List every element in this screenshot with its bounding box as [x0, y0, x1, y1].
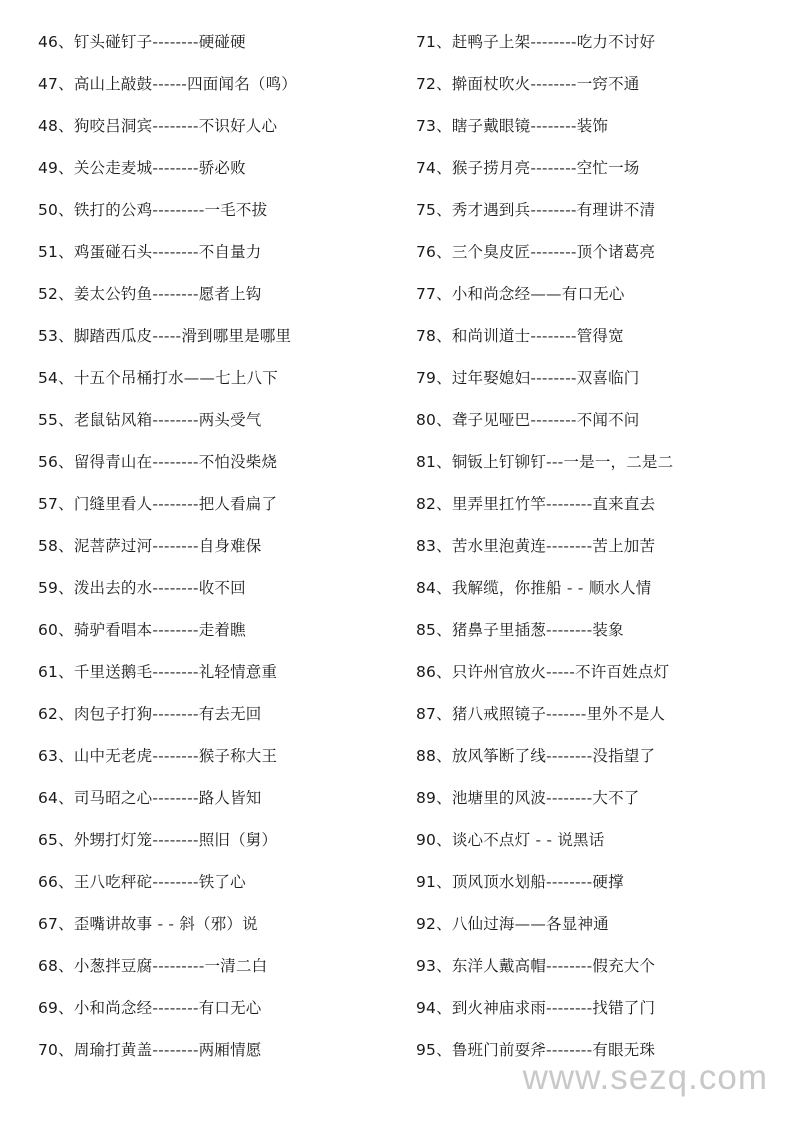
entry-riddle: 泥菩萨过河 [73, 537, 153, 555]
entry-riddle: 东洋人戴高帽 [451, 957, 547, 975]
entry-answer: 有眼无珠 [592, 1041, 656, 1059]
entry-number: 91、 [416, 873, 452, 891]
entry-riddle: 姜太公钓鱼 [73, 285, 153, 303]
entry-number: 66、 [38, 873, 74, 891]
watermark: www.sezq.com [522, 1058, 768, 1097]
entry-row [416, 864, 786, 906]
entry-number: 86、 [416, 663, 452, 681]
entry-row [38, 738, 398, 780]
entry-separator: -------- [152, 453, 199, 471]
entry-row [416, 24, 786, 66]
entry-riddle: 老鼠钻风箱 [73, 411, 153, 429]
entry-number: 57、 [38, 495, 74, 513]
entry-number: 55、 [38, 411, 74, 429]
entry-answer: 一是一，二是二 [563, 453, 674, 471]
entry-separator: -------- [152, 243, 199, 261]
entry-row [416, 234, 786, 276]
entry-separator: -------- [152, 663, 199, 681]
entry-riddle: 聋子见哑巴 [451, 411, 531, 429]
entry-number: 59、 [38, 579, 74, 597]
entry-number: 84、 [416, 579, 452, 597]
entry-answer: 愿者上钩 [198, 285, 262, 303]
entry-row [416, 906, 786, 948]
entry-number: 92、 [416, 915, 452, 933]
entry-answer: 空忙一场 [576, 159, 640, 177]
entry-number: 53、 [38, 327, 74, 345]
entry-number: 79、 [416, 369, 452, 387]
entry-separator: -------- [530, 117, 577, 135]
entry-separator: -------- [152, 831, 199, 849]
entry-riddle: 猴子捞月亮 [451, 159, 531, 177]
entry-answer: 照旧（舅） [198, 831, 278, 849]
entry-row [38, 276, 398, 318]
entry-number: 85、 [416, 621, 452, 639]
entry-number: 60、 [38, 621, 74, 639]
entry-answer: 四面闻名（鸣） [187, 75, 298, 93]
entry-separator: -------- [152, 999, 199, 1017]
entry-row [416, 66, 786, 108]
entry-separator: -------- [152, 1041, 199, 1059]
entry-number: 61、 [38, 663, 74, 681]
entry-separator: -------- [152, 705, 199, 723]
entry-riddle: 门缝里看人 [73, 495, 153, 513]
entry-number: 67、 [38, 915, 74, 933]
entry-row [38, 570, 398, 612]
entry-number: 81、 [416, 453, 452, 471]
entry-row [38, 654, 398, 696]
entry-answer: 假充大个 [592, 957, 656, 975]
entry-riddle: 八仙过海 [451, 915, 515, 933]
entry-riddle: 狗咬吕洞宾 [73, 117, 153, 135]
entry-number: 47、 [38, 75, 74, 93]
entry-row [416, 150, 786, 192]
entry-row [38, 906, 398, 948]
entry-separator: -------- [546, 789, 593, 807]
entry-row [38, 696, 398, 738]
entry-number: 71、 [416, 33, 452, 51]
entry-row [38, 612, 398, 654]
entry-answer: 顶个诸葛亮 [576, 243, 656, 261]
entry-row [38, 192, 398, 234]
entry-separator: -------- [152, 33, 199, 51]
entry-row [416, 738, 786, 780]
entry-row [416, 108, 786, 150]
entry-separator: -------- [546, 495, 593, 513]
entry-row [416, 360, 786, 402]
entry-answer: 说黑话 [557, 831, 605, 849]
entry-riddle: 鸡蛋碰石头 [73, 243, 153, 261]
entry-riddle: 小和尚念经 [451, 285, 531, 303]
entry-answer: 骄必败 [198, 159, 246, 177]
entry-row [416, 696, 786, 738]
entry-riddle: 钉头碰钉子 [73, 33, 153, 51]
entry-separator: -------- [546, 537, 593, 555]
entry-answer: 不识好人心 [198, 117, 278, 135]
entry-number: 88、 [416, 747, 452, 765]
entry-row [416, 444, 786, 486]
entry-row [416, 990, 786, 1032]
entry-answer: 铁了心 [198, 873, 246, 891]
entry-row [38, 66, 398, 108]
entry-number: 51、 [38, 243, 74, 261]
entry-separator: -------- [530, 159, 577, 177]
entry-answer: 硬撑 [592, 873, 624, 891]
entry-riddle: 放风筝断了线 [451, 747, 547, 765]
entry-number: 83、 [416, 537, 452, 555]
entry-row [38, 444, 398, 486]
entry-number: 77、 [416, 285, 452, 303]
entry-answer: 把人看扁了 [198, 495, 278, 513]
entry-number: 63、 [38, 747, 74, 765]
entry-separator: -------- [530, 75, 577, 93]
entry-number: 62、 [38, 705, 74, 723]
entry-separator: - - [530, 831, 558, 849]
entry-separator: -------- [152, 537, 199, 555]
entry-separator: -------- [546, 999, 593, 1017]
entry-row [416, 192, 786, 234]
entry-separator: -------- [530, 243, 577, 261]
entry-row [38, 822, 398, 864]
entry-separator: -------- [152, 117, 199, 135]
entry-separator: ----- [152, 327, 182, 345]
entry-separator: -------- [530, 201, 577, 219]
entry-row [38, 360, 398, 402]
entry-row [38, 528, 398, 570]
entry-separator: --- [546, 453, 564, 471]
entry-riddle: 肉包子打狗 [73, 705, 153, 723]
entry-number: 87、 [416, 705, 452, 723]
entry-riddle: 过年娶媳妇 [451, 369, 531, 387]
entry-answer: 顺水人情 [588, 579, 652, 597]
entry-separator: - - [561, 579, 589, 597]
entry-answer: 没指望了 [592, 747, 656, 765]
entry-riddle: 外甥打灯笼 [73, 831, 153, 849]
entry-riddle: 铜钣上钉铆钉 [451, 453, 547, 471]
entry-number: 65、 [38, 831, 74, 849]
entry-separator: -------- [152, 411, 199, 429]
entry-separator: -------- [530, 369, 577, 387]
entry-riddle: 小葱拌豆腐 [73, 957, 153, 975]
entry-number: 75、 [416, 201, 452, 219]
entry-separator: --------- [152, 201, 205, 219]
entry-separator: -------- [152, 873, 199, 891]
entry-riddle: 池塘里的风波 [451, 789, 547, 807]
entry-answer: 管得宽 [576, 327, 624, 345]
entry-row [38, 108, 398, 150]
entry-separator: --------- [152, 957, 205, 975]
entry-answer: 路人皆知 [198, 789, 262, 807]
entry-row [416, 654, 786, 696]
entry-riddle: 小和尚念经 [73, 999, 153, 1017]
entry-number: 56、 [38, 453, 74, 471]
entry-number: 73、 [416, 117, 452, 135]
entry-riddle: 铁打的公鸡 [73, 201, 153, 219]
entry-row [38, 24, 398, 66]
entry-riddle: 脚踏西瓜皮 [73, 327, 153, 345]
entry-separator: ------- [546, 705, 587, 723]
entry-row [38, 402, 398, 444]
entry-riddle: 千里送鹅毛 [73, 663, 153, 681]
entry-riddle: 顶风顶水划船 [451, 873, 547, 891]
entry-separator: —— [514, 915, 547, 933]
entry-number: 74、 [416, 159, 452, 177]
entry-separator: -------- [152, 495, 199, 513]
entry-number: 78、 [416, 327, 452, 345]
entry-number: 48、 [38, 117, 74, 135]
entry-row [416, 402, 786, 444]
entry-answer: 里外不是人 [586, 705, 666, 723]
entry-row [416, 528, 786, 570]
entry-answer: 收不回 [198, 579, 246, 597]
entry-number: 64、 [38, 789, 74, 807]
entry-row [38, 150, 398, 192]
entry-separator: -------- [152, 621, 199, 639]
entry-separator: ------ [152, 75, 188, 93]
entry-row [38, 780, 398, 822]
entry-row [416, 612, 786, 654]
entry-answer: 有口无心 [561, 285, 625, 303]
entry-separator: ----- [546, 663, 575, 681]
entry-riddle: 留得青山在 [73, 453, 153, 471]
entry-answer: 苦上加苦 [592, 537, 656, 555]
entry-separator: -------- [152, 789, 199, 807]
entry-row [38, 948, 398, 990]
entry-number: 95、 [416, 1041, 452, 1059]
entry-answer: 大不了 [592, 789, 640, 807]
entry-number: 58、 [38, 537, 74, 555]
entry-separator: -------- [530, 411, 577, 429]
entry-answer: 直来直去 [592, 495, 656, 513]
entry-separator: -------- [152, 579, 199, 597]
entry-number: 50、 [38, 201, 74, 219]
left-column [38, 24, 398, 1074]
entry-number: 94、 [416, 999, 452, 1017]
entry-riddle: 瞎子戴眼镜 [451, 117, 531, 135]
entry-answer: 不自量力 [198, 243, 262, 261]
entry-answer: 两厢情愿 [198, 1041, 262, 1059]
entry-separator: -------- [530, 33, 577, 51]
entry-riddle: 赶鸭子上架 [451, 33, 531, 51]
entry-riddle: 只许州官放火 [451, 663, 547, 681]
entry-riddle: 泼出去的水 [73, 579, 153, 597]
entry-riddle: 到火神庙求雨 [451, 999, 547, 1017]
entry-answer: 走着瞧 [198, 621, 246, 639]
entry-riddle: 高山上敲鼓 [73, 75, 153, 93]
entry-riddle: 司马昭之心 [73, 789, 153, 807]
entry-answer: 七上八下 [215, 369, 278, 387]
entry-row [38, 318, 398, 360]
entry-answer: 有去无回 [198, 705, 262, 723]
entry-answer: 不许百姓点灯 [575, 663, 670, 681]
entry-riddle: 周瑜打黄盖 [73, 1041, 153, 1059]
entry-row [416, 486, 786, 528]
entry-separator: -------- [546, 957, 593, 975]
entry-separator: —— [183, 369, 216, 387]
entry-answer: 一清二白 [204, 957, 268, 975]
entry-answer: 吃力不讨好 [576, 33, 656, 51]
entry-separator: -------- [546, 747, 593, 765]
entry-number: 82、 [416, 495, 452, 513]
entry-row [416, 276, 786, 318]
entry-answer: 自身难保 [198, 537, 262, 555]
entry-separator: —— [530, 285, 562, 303]
entry-row [416, 780, 786, 822]
entry-separator: -------- [152, 159, 199, 177]
entry-answer: 有理讲不清 [576, 201, 656, 219]
entry-answer: 一毛不拔 [204, 201, 268, 219]
entry-number: 54、 [38, 369, 74, 387]
entry-riddle: 里弄里扛竹竿 [451, 495, 547, 513]
entry-riddle: 秀才遇到兵 [451, 201, 531, 219]
entry-riddle: 猪八戒照镜子 [451, 705, 547, 723]
entry-riddle: 十五个吊桶打水 [73, 369, 184, 387]
entry-riddle: 猪鼻子里插葱 [451, 621, 547, 639]
entry-separator: -------- [546, 873, 593, 891]
entry-answer: 不闻不问 [576, 411, 640, 429]
entry-riddle: 三个臭皮匠 [451, 243, 531, 261]
entry-riddle: 谈心不点灯 [451, 831, 531, 849]
entry-row [38, 864, 398, 906]
entry-answer: 礼轻情意重 [198, 663, 278, 681]
entry-riddle: 苦水里泡黄连 [451, 537, 547, 555]
entry-separator: -------- [152, 285, 199, 303]
entry-answer: 装象 [592, 621, 624, 639]
entry-row [38, 234, 398, 276]
entry-row [416, 822, 786, 864]
entry-riddle: 鲁班门前耍斧 [451, 1041, 547, 1059]
entry-separator: - - [152, 915, 180, 933]
entry-answer: 有口无心 [198, 999, 262, 1017]
entry-number: 70、 [38, 1041, 74, 1059]
entry-riddle: 王八吃秤砣 [73, 873, 153, 891]
entry-number: 49、 [38, 159, 74, 177]
entry-number: 93、 [416, 957, 452, 975]
entry-answer: 斜（邪）说 [179, 915, 258, 933]
entry-number: 90、 [416, 831, 452, 849]
entry-row [38, 990, 398, 1032]
entry-row [416, 570, 786, 612]
entry-number: 69、 [38, 999, 74, 1017]
entry-separator: -------- [546, 621, 593, 639]
entry-number: 52、 [38, 285, 74, 303]
entry-separator: -------- [152, 747, 199, 765]
entry-answer: 两头受气 [198, 411, 262, 429]
entry-answer: 装饰 [576, 117, 609, 135]
entry-answer: 各显神通 [546, 915, 609, 933]
entry-row [38, 1032, 398, 1074]
entry-row [38, 486, 398, 528]
entry-riddle: 骑驴看唱本 [73, 621, 153, 639]
entry-riddle: 山中无老虎 [73, 747, 153, 765]
entry-number: 46、 [38, 33, 74, 51]
entry-number: 76、 [416, 243, 452, 261]
entry-number: 72、 [416, 75, 452, 93]
entry-riddle: 歪嘴讲故事 [73, 915, 153, 933]
right-column [416, 24, 786, 1074]
entry-riddle: 擀面杖吹火 [451, 75, 531, 93]
entry-row [416, 948, 786, 990]
entry-separator: -------- [546, 1041, 593, 1059]
entry-answer: 双喜临门 [576, 369, 640, 387]
entry-separator: -------- [530, 327, 577, 345]
entry-answer: 找错了门 [592, 999, 656, 1017]
entry-number: 80、 [416, 411, 452, 429]
entry-riddle: 关公走麦城 [73, 159, 153, 177]
entry-answer: 硬碰硬 [198, 33, 246, 51]
entry-riddle: 和尚训道士 [451, 327, 531, 345]
entry-answer: 猴子称大王 [198, 747, 278, 765]
entry-riddle: 我解缆，你推船 [451, 579, 562, 597]
entry-answer: 滑到哪里是哪里 [181, 327, 292, 345]
entry-row [416, 318, 786, 360]
entry-answer: 一窍不通 [576, 75, 640, 93]
entry-answer: 不怕没柴烧 [198, 453, 278, 471]
entry-number: 68、 [38, 957, 74, 975]
entry-number: 89、 [416, 789, 452, 807]
